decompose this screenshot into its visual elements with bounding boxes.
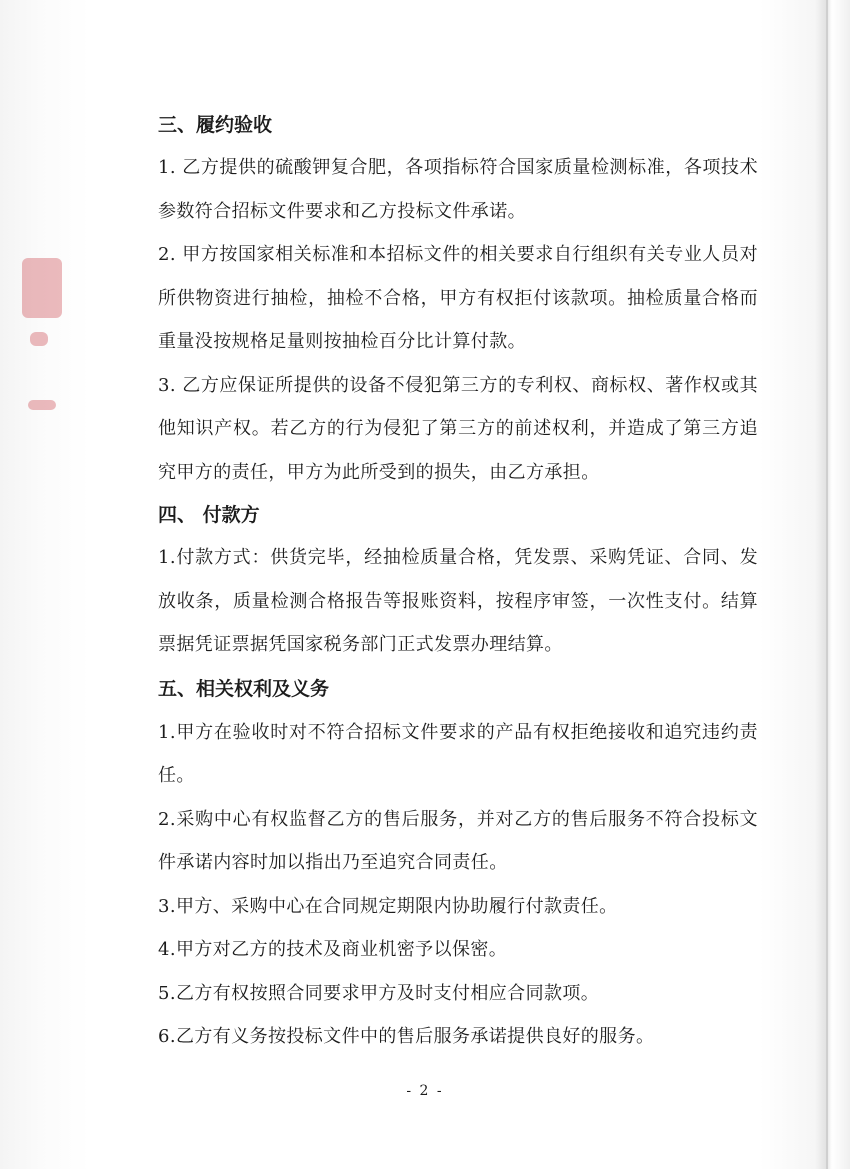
seal-fragment xyxy=(22,258,62,318)
page-number: - 2 - xyxy=(406,1083,444,1099)
section-heading-payment: 四、 付款方 xyxy=(158,504,260,526)
paragraph-payment-1: 1.付款方式：供货完毕，经抽检质量合格，凭发票、采购凭证、合同、发放收条，质量检测合格报告等报账资料，按程序审签，一次性支付。结算票据凭证票据凭国家税务部门正式发票办理结算。 xyxy=(158,547,758,655)
paragraph-acceptance-2: 2. 甲方按国家相关标准和本招标文件的相关要求自行组织有关专业人员对所供物资进行抽检，抽检不合格，甲方有权拒付该款项。抽检质量合格而重量没按规格足量则按抽检百分比计算付款。 xyxy=(158,244,758,352)
paragraph-rights-4: 4.甲方对乙方的技术及商业机密予以保密。 xyxy=(158,939,508,960)
section-heading-rights: 五、相关权利及义务 xyxy=(158,677,330,700)
paragraph-rights-5: 5.乙方有权按照合同要求甲方及时支付相应合同款项。 xyxy=(158,982,600,1004)
document-body xyxy=(158,108,758,1059)
paragraph-rights-2: 2.采购中心有权监督乙方的售后服务，并对乙方的售后服务不符合投标文件承诺内容时加以指出乃至追究合同责任。 xyxy=(158,808,758,873)
seal-fragment xyxy=(30,332,48,346)
section-heading-acceptance: 三、履约验收 xyxy=(158,114,273,136)
paragraph-rights-1: 1.甲方在验收时对不符合招标文件要求的产品有权拒绝接收和追究违约责任。 xyxy=(158,721,758,786)
page-edge-shadow xyxy=(826,0,828,1169)
paragraph-rights-3: 3.甲方、采购中心在合同规定期限内协助履行付款责任。 xyxy=(158,895,618,917)
seal-fragment xyxy=(28,400,56,410)
paragraph-acceptance-1: 1. 乙方提供的硫酸钾复合肥，各项指标符合国家质量检测标准，各项技术参数符合招标文件要求和乙方投标文件承诺。 xyxy=(158,157,758,222)
paragraph-acceptance-3: 3. 乙方应保证所提供的设备不侵犯第三方的专利权、商标权、著作权或其他知识产权。若乙方的行为侵犯了第三方的前述权利，并造成了第三方追究甲方的责任，甲方为此所受到的损失，由乙方承担。 xyxy=(158,374,758,483)
paragraph-rights-6: 6.乙方有义务按投标文件中的售后服务承诺提供良好的服务。 xyxy=(158,1026,655,1047)
